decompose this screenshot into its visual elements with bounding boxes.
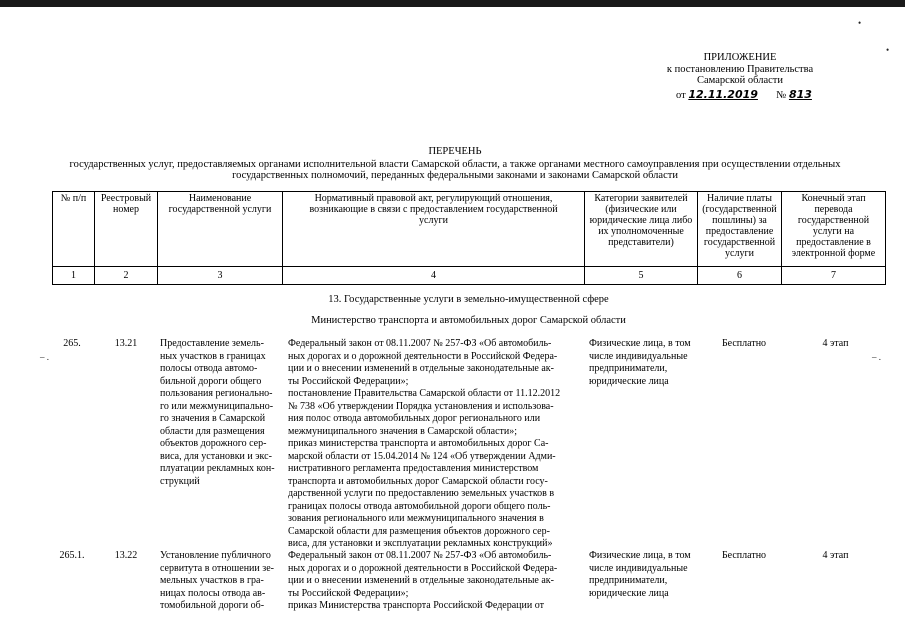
text-line: межмуниципального значения в Самарской области»; [288, 425, 518, 437]
text-line: предприниматели, [589, 363, 668, 374]
electronic-stage: 4 этап [822, 338, 849, 349]
text-line: ции и о внесении изменений в отдельные законодательные ак- [288, 575, 554, 586]
registry-number: 13.22 [114, 550, 138, 561]
text-line: мельных участков в гра- [160, 575, 264, 586]
number-prefix: № [776, 89, 787, 101]
column-number: 4 [283, 267, 585, 285]
scan-top-border [0, 0, 905, 7]
legal-acts [288, 550, 586, 613]
appendix-date-number [640, 89, 840, 102]
header-row [53, 192, 886, 267]
text-line: сервитута в отношении зе- [160, 562, 274, 574]
text-line: постановление Правительства Самарской области от 11.12.2012 [288, 388, 561, 399]
text-line: ных участков в границах [160, 350, 266, 362]
column-number: 3 [158, 267, 283, 285]
appendix-line: к постановлению Правительства [666, 63, 814, 75]
text-line: виса, для установки и экс- [160, 450, 272, 462]
document-heading [40, 146, 870, 182]
column-header: Конечный этап перевода государственной услуги на предоставление в электронной форме [782, 192, 886, 267]
fee: Бесплатно [721, 550, 767, 561]
text-line: ции и о внесении изменений в отдельные законодательные ак- [288, 363, 554, 374]
text-line: пользования регионально- [160, 388, 273, 399]
row-number: 265. [63, 338, 81, 349]
text-line: дарственной услуги по предоставлению земельных участков в [288, 488, 555, 499]
text-line: Установление публичного [160, 550, 271, 561]
column-number: 2 [95, 267, 158, 285]
fee: Бесплатно [721, 338, 767, 349]
text-line: ницах полосы отвода ав- [160, 587, 266, 599]
text-line: Федеральный закон от 08.11.2007 № 257-ФЗ «Об автомобиль- [288, 338, 552, 349]
column-number: 7 [782, 267, 886, 285]
column-number: 1 [53, 267, 95, 285]
text-line: го или межмуниципально- [160, 400, 274, 412]
text-line: го значения в Самарской [160, 413, 266, 424]
text-line: юридические лица [589, 587, 669, 599]
column-header: Категории заявителей (физические или юридические лица либо их уполномоченные представители) [585, 192, 698, 267]
document-title: ПЕРЕЧЕНЬ [428, 146, 482, 157]
text-line: ных дорогах и о дорожной деятельности в Российской Федера- [288, 562, 558, 574]
text-line: ты Российской Федерации»; [288, 375, 409, 387]
text-line: Физические лица, в том [589, 338, 691, 349]
service-name [160, 338, 284, 488]
column-number: 6 [698, 267, 782, 285]
text-line: виса, для установки и эксплуатации рекламных конструкций» [288, 538, 553, 549]
column-number: 5 [585, 267, 698, 285]
date-prefix: от [676, 89, 686, 101]
column-header: № п/п [53, 192, 95, 267]
text-line: струкций [160, 475, 200, 487]
registry-number: 13.21 [114, 338, 138, 349]
text-line: границах полосы отвода автомобильной дороги общего поль- [288, 500, 551, 512]
service-name [160, 550, 284, 613]
applicant-categories [589, 550, 701, 600]
text-line: марской области от 15.04.2014 № 124 «Об утверждении Адми- [288, 450, 556, 462]
text-line: ния полос отвода автомобильных дорог регионального или [288, 413, 541, 424]
applicant-categories [589, 338, 701, 388]
appendix-block [640, 52, 840, 101]
document-subtitle: государственных услуг, предоставляемых органами исполнительной власти Самарской области, а также органами местного самоуправления при осуществлении отдельных государственных полномочий, переданных федеральными законами и законами Самарской области [69, 158, 841, 181]
services-table-header [52, 191, 886, 285]
text-line: транспорта и автомобильных дорог Самарской области госу- [288, 475, 548, 487]
text-line: ты Российской Федерации»; [288, 587, 409, 599]
legal-acts [288, 338, 586, 551]
text-line: объектов дорожного сер- [160, 438, 267, 449]
column-header: Наименование государственной услуги [158, 192, 283, 267]
text-line: Предоставление земель- [160, 338, 264, 349]
scan-speck: – . [40, 352, 49, 362]
text-line: нистративного регламента предоставления министерством [288, 463, 539, 474]
section-title: 13. Государственные услуги в земельно-имущественной сфере [328, 294, 609, 305]
scan-speck: – . [872, 352, 881, 362]
text-line: юридические лица [589, 375, 669, 387]
column-header: Реестровый номер [95, 192, 158, 267]
text-line: томобильной дороги об- [160, 600, 265, 611]
text-line: № 738 «Об утверждении Порядка установления и использова- [288, 400, 554, 412]
handwritten-date: 12.11.2019 [688, 87, 758, 101]
text-line: Физические лица, в том [589, 550, 691, 561]
text-line: приказ Министерства транспорта Российской Федерации от [288, 600, 544, 611]
text-line: предприниматели, [589, 575, 668, 586]
row-number: 265.1. [59, 550, 85, 561]
text-line: полосы отвода автомо- [160, 363, 258, 374]
text-line: приказ министерства транспорта и автомобильных дорог Са- [288, 438, 549, 449]
text-line: Самарской области для размещения объектов дорожного сер- [288, 525, 550, 537]
scan-speck: • [886, 45, 890, 55]
text-line: ных дорогах и о дорожной деятельности в Российской Федера- [288, 350, 558, 362]
text-line: Федеральный закон от 08.11.2007 № 257-ФЗ «Об автомобиль- [288, 550, 552, 561]
text-line: числе индивидуальные [589, 350, 688, 362]
column-header: Нормативный правовой акт, регулирующий отношения, возникающие в связи с предоставлением государственной услуги [283, 192, 585, 267]
scan-speck: • [858, 18, 862, 28]
text-line: бильной дороги общего [160, 375, 262, 387]
ministry-title: Министерство транспорта и автомобильных дорог Самарской области [311, 315, 626, 326]
appendix-title: ПРИЛОЖЕНИЕ [703, 52, 777, 63]
electronic-stage: 4 этап [822, 550, 849, 561]
text-line: числе индивидуальные [589, 562, 688, 574]
text-line: зования регионального или межмуниципального значения в [288, 513, 544, 524]
text-line: плуатации рекламных кон- [160, 463, 275, 474]
column-number-row [53, 267, 886, 285]
text-line: области для размещения [160, 425, 265, 437]
appendix-line: Самарской области [697, 75, 783, 86]
handwritten-number: 813 [788, 87, 812, 101]
column-header: Наличие платы (государственной пошлины) за предоставление государственной услуги [698, 192, 782, 267]
